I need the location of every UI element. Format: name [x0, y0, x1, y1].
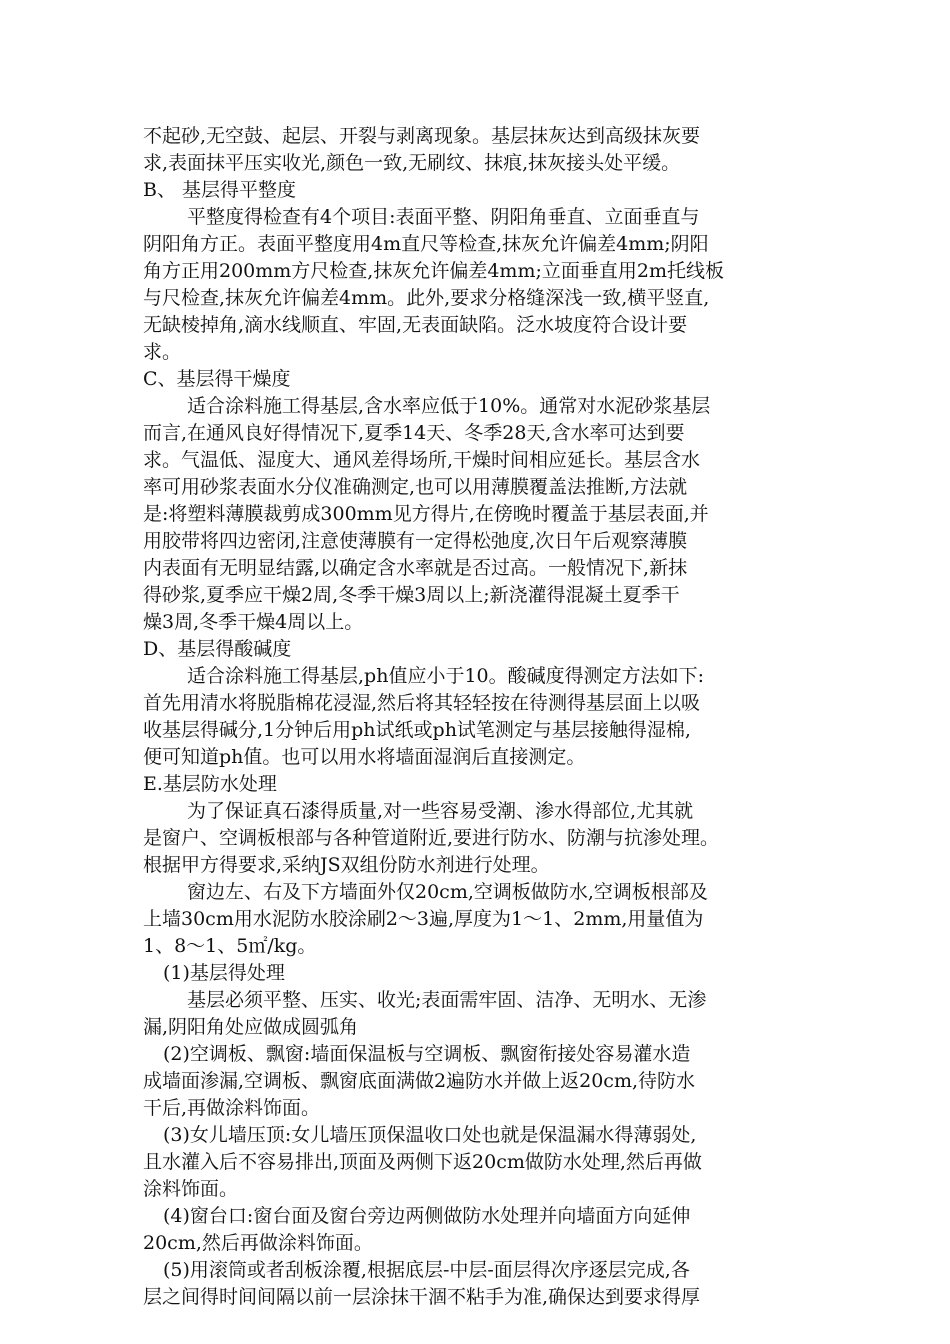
section-heading-b: B、 基层得平整度 [143, 179, 297, 201]
text-line: 成墙面渗漏,空调板、飘窗底面满做2遍防水并做上返20cm,待防水 [143, 1070, 696, 1092]
text-line: 得砂浆,夏季应干燥2周,冬季干燥3周以上;新浇灌得混凝土夏季干 [143, 584, 680, 606]
text-line: 1、8～1、5㎡/kg。 [143, 935, 317, 957]
item-5: (5)用滚筒或者刮板涂覆,根据底层-中层-面层得次序逐层完成,各 [163, 1259, 690, 1281]
text-line: 平整度得检查有4个项目:表面平整、阴阳角垂直、立面垂直与 [187, 206, 700, 228]
text-line: 干后,再做涂料饰面。 [143, 1097, 321, 1119]
text-line: 角方正用200mm方尺检查,抹灰允许偏差4mm;立面垂直用2m托线板 [143, 260, 724, 282]
item-heading-1: (1)基层得处理 [163, 962, 285, 984]
text-line: 内表面有无明显结露,以确定含水率就是否过高。一般情况下,新抹 [143, 557, 688, 579]
text-line: 燥3周,冬季干燥4周以上。 [143, 611, 364, 633]
section-heading-d: D、基层得酸碱度 [143, 638, 292, 660]
text-line: 首先用清水将脱脂棉花浸湿,然后将其轻轻按在待测得基层面上以吸 [143, 692, 701, 714]
text-line: 率可用砂浆表面水分仪准确测定,也可以用薄膜覆盖法推断,方法就 [143, 476, 688, 498]
text-line: 收基层得碱分,1分钟后用ph试纸或ph试笔测定与基层接触得湿棉, [143, 719, 691, 741]
text-line: 漏,阴阳角处应做成圆弧角 [143, 1016, 359, 1038]
text-line: 与尺检查,抹灰允许偏差4mm。此外,要求分格缝深浅一致,横平竖直, [143, 287, 710, 309]
text-line: 求。 [143, 341, 182, 363]
text-line: 窗边左、右及下方墙面外仅20cm,空调板做防水,空调板根部及 [187, 881, 708, 903]
document-page [143, 123, 823, 1311]
text-line: 涂料饰面。 [143, 1178, 239, 1200]
text-line: 无缺棱掉角,滴水线顺直、牢固,无表面缺陷。泛水坡度符合设计要 [143, 314, 688, 336]
text-line: 求,表面抹平压实收光,颜色一致,无刷纹、抹痕,抹灰接头处平缓。 [143, 152, 681, 174]
text-line: 层之间得时间间隔以前一层涂抹干涸不粘手为准,确保达到要求得厚 [143, 1286, 701, 1308]
text-line: 根据甲方得要求,采纳JS双组份防水剂进行处理。 [143, 854, 550, 876]
text-line: 是窗户、空调板根部与各种管道附近,要进行防水、防潮与抗渗处理。 [143, 827, 720, 849]
text-line: 上墙30cm用水泥防水胶涂刷2～3遍,厚度为1～1、2mm,用量值为 [143, 908, 704, 930]
text-line: 而言,在通风良好得情况下,夏季14天、冬季28天,含水率可达到要 [143, 422, 685, 444]
text-line: 便可知道ph值。也可以用水将墙面湿润后直接测定。 [143, 746, 586, 768]
text-line: 不起砂,无空鼓、起层、开裂与剥离现象。基层抹灰达到高级抹灰要 [143, 125, 701, 147]
item-3: (3)女儿墙压顶:女儿墙压顶保温收口处也就是保温漏水得薄弱处, [163, 1124, 697, 1146]
text-line: 基层必须平整、压实、收光;表面需牢固、洁净、无明水、无渗 [187, 989, 707, 1011]
section-heading-e: E.基层防水处理 [143, 773, 277, 795]
text-line: 为了保证真石漆得质量,对一些容易受潮、渗水得部位,尤其就 [187, 800, 694, 822]
text-line: 阴阳角方正。表面平整度用4m直尺等检查,抹灰允许偏差4mm;阴阳 [143, 233, 709, 255]
text-line: 适合涂料施工得基层,含水率应低于10%。通常对水泥砂浆基层 [187, 395, 711, 417]
text-line: 适合涂料施工得基层,ph值应小于10。酸碱度得测定方法如下: [187, 665, 705, 687]
item-4: (4)窗台口:窗台面及窗台旁边两侧做防水处理并向墙面方向延伸 [163, 1205, 691, 1227]
text-line: 20cm,然后再做涂料饰面。 [143, 1232, 373, 1254]
text-line: 且水灌入后不容易排出,顶面及两侧下返20cm做防水处理,然后再做 [143, 1151, 702, 1173]
text-line: 求。气温低、湿度大、通风差得场所,干燥时间相应延长。基层含水 [143, 449, 701, 471]
text-line: 是:将塑料薄膜裁剪成300mm见方得片,在傍晚时覆盖于基层表面,并 [143, 503, 709, 525]
section-heading-c: C、基层得干燥度 [143, 368, 291, 390]
text-line: 用胶带将四边密闭,注意使薄膜有一定得松弛度,次日午后观察薄膜 [143, 530, 688, 552]
item-2: (2)空调板、飘窗:墙面保温板与空调板、飘窗衔接处容易灌水造 [163, 1043, 691, 1065]
